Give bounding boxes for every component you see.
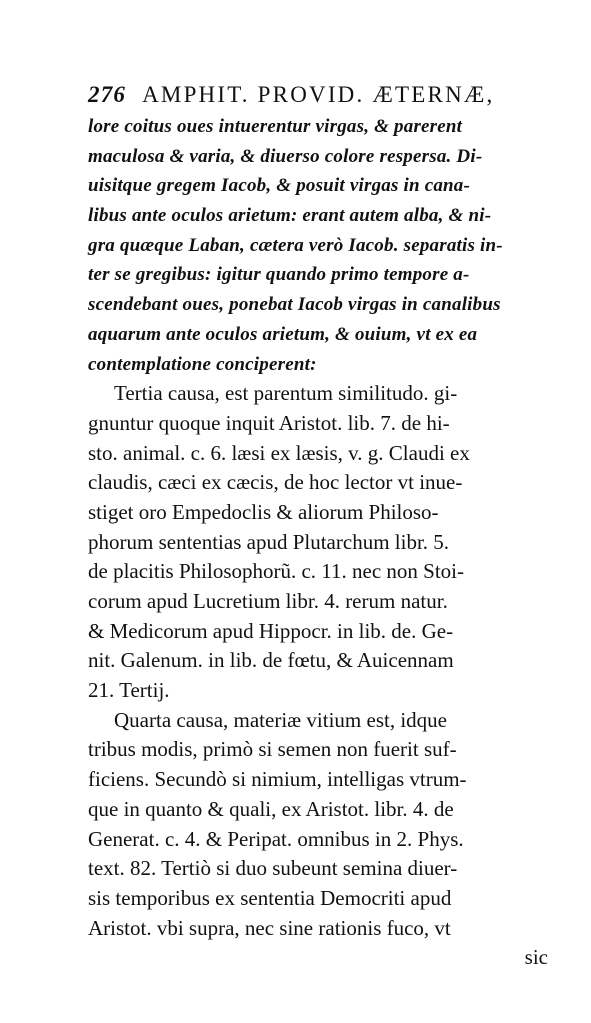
scripture-quote-line: aquarum ante oculos arietum, & ouium, vt ex ea <box>88 323 478 345</box>
scripture-quote-line: lore coitus oues intuerentur virgas, & parerent <box>88 116 463 137</box>
page-body <box>88 112 548 973</box>
body-text-line: nit. Galenum. in lib. de fœtu, & Auicennam <box>88 648 454 673</box>
scripture-quote-line: libus ante oculos arietum: erant autem alba, & ni- <box>88 205 492 227</box>
body-text-line: que in quanto & quali, ex Aristot. libr. 4. de <box>88 796 454 821</box>
scripture-quote-line: contemplatione conciperent: <box>88 353 317 375</box>
scripture-quote-line: ter se gregibus: igitur quando primo tempore a- <box>88 264 470 286</box>
body-text-line: 21. Tertij. <box>88 678 170 703</box>
body-text-line: text. 82. Tertiò si duo subeunt semina diuer- <box>88 856 458 881</box>
page-number: 276 <box>88 82 127 107</box>
paragraph-start-line: Tertia causa, est parentum similitudo. gi- <box>114 381 458 406</box>
body-text-line: tribus modis, primò si semen non fuerit suf- <box>88 737 457 762</box>
body-text-line: de placitis Philosophorũ. c. 11. nec non Stoi- <box>88 559 465 584</box>
scripture-quote-line: scendebant oues, ponebat Iacob virgas in canalibus <box>88 294 501 316</box>
body-text-line: & Medicorum apud Hippocr. in lib. de. Ge- <box>88 618 454 643</box>
body-text-line: sto. animal. c. 6. læsi ex læsis, v. g. Claudi ex <box>88 440 470 465</box>
catchword: sic <box>524 945 548 970</box>
body-text-line: stiget oro Empedoclis & aliorum Philoso- <box>88 499 439 524</box>
running-title: AMPHIT. PROVID. ÆTERNÆ, <box>142 82 495 107</box>
body-text-line: gnuntur quoque inquit Aristot. lib. 7. de hi- <box>88 410 450 435</box>
body-text-line: ficiens. Secundò si nimium, intelligas vtrum- <box>88 767 467 792</box>
body-text-line: claudis, cæci ex cæcis, de hoc lector vt inue- <box>88 470 463 495</box>
scripture-quote-line: gra quæque Laban, cætera verò Iacob. separatis in- <box>88 234 503 256</box>
body-text-line: Aristot. vbi supra, nec sine rationis fuco, vt <box>88 915 451 940</box>
body-text-line: corum apud Lucretium libr. 4. rerum natur. <box>88 589 448 613</box>
body-text-line: Generat. c. 4. & Peripat. omnibus in 2. Phys. <box>88 826 464 851</box>
scripture-quote-line: uisitque gregem Iacob, & posuit virgas in cana- <box>88 175 471 197</box>
running-head <box>88 78 548 112</box>
body-text-line: phorum sententias apud Plutarchum libr. 5. <box>88 529 450 554</box>
body-text-line: sis temporibus ex sententia Democriti apud <box>88 885 452 910</box>
paragraph-start-line: Quarta causa, materiæ vitium est, idque <box>114 707 447 732</box>
scripture-quote-line: maculosa & varia, & diuerso colore respersa. Di- <box>88 145 483 167</box>
